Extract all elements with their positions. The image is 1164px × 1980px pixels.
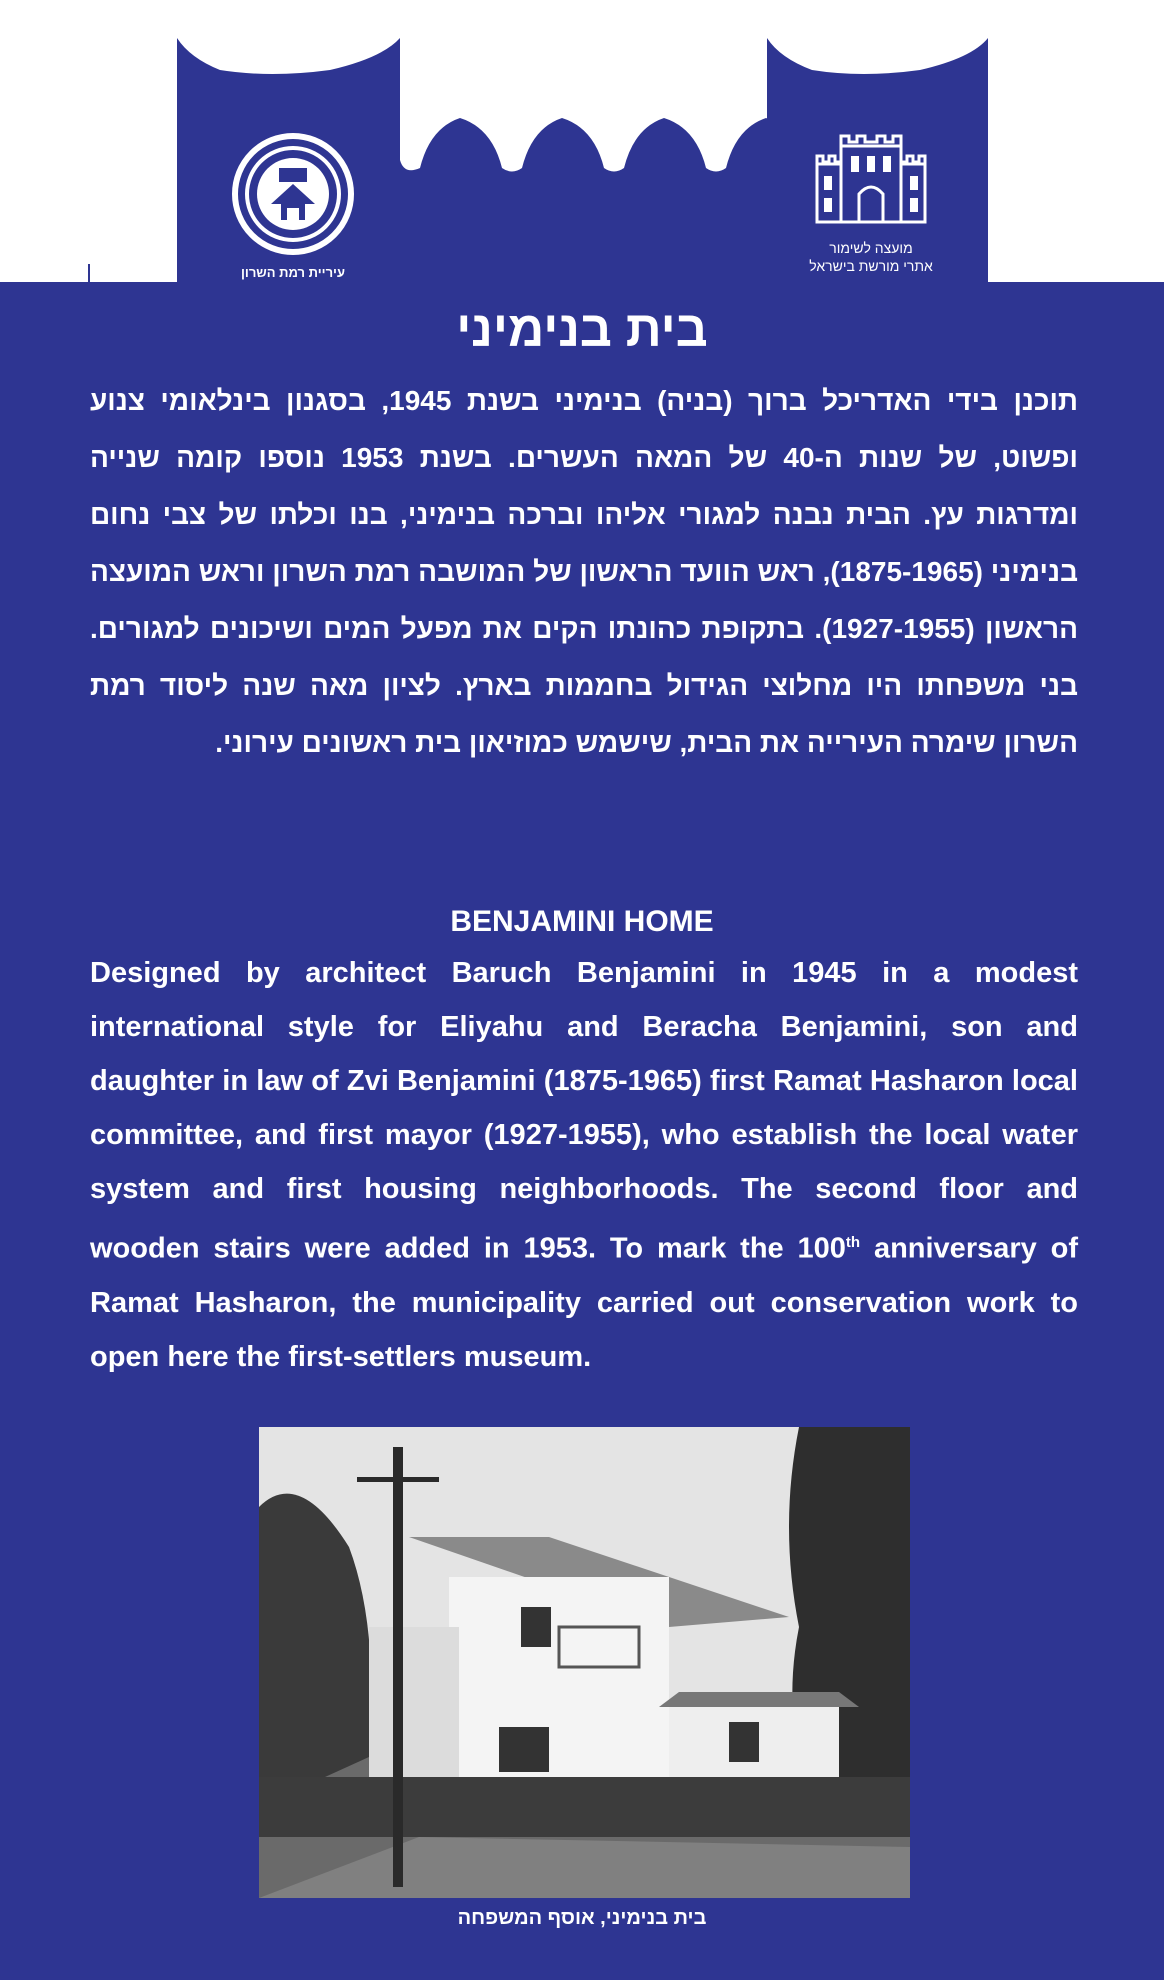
historic-house-photo: [259, 1427, 910, 1898]
heritage-council-caption: [796, 239, 946, 275]
english-body-part1: Designed by architect Baruch Benjamini in 1945 in a modest international style for Eliyahu and Beracha Benjamini, son and daughter in law of Zvi Benjamini (1875-1965) first Ramat Hasharon local committee, and first mayor (1927-1955), who establish the local water system and first housing neighborhoods. The second floor and wooden stairs were added in 1953. To mark the 100: [90, 957, 1078, 1265]
house-photo-illustration: [259, 1427, 910, 1898]
municipality-logo: [218, 132, 368, 280]
photo-caption: בית בנימיני, אוסף המשפחה: [457, 1907, 707, 1929]
crown-header-shape: [0, 0, 1164, 282]
english-body-text: [90, 946, 1078, 1384]
hebrew-title: בית בנימיני: [456, 301, 708, 357]
english-title: BENJAMINI HOME: [450, 905, 714, 938]
municipality-emblem-icon: [231, 132, 355, 256]
hebrew-body-text: תוכנן בידי האדריכל ברוך (בניה) בנימיני בשנת 1945, בסגנון בינלאומי צנוע ופשוט, של שנות ה-40 של המאה העשרים. בשנת 1953 נוספו קומה שנייה ומדרגות עץ. הבית נבנה למגורי אליהו וברכה בנימיני, בנו וכלתו של צבי נחום בנימיני (1875-1965), ראש הוועד הראשון של המושבה רמת השרון וראש המועצה הראשון (1927-1955). בתקופת כהונתו הקים את מפעל המים ושיכונים למגורים. בני משפחתו היו מחלוצי הגידול בחממות בארץ. לציון מאה שנה ליסוד רמת השרון שימרה העירייה את הבית, שישמש כמוזיאון בית ראשונים עירוני.: [90, 385, 1078, 758]
heritage-caption-line2: אתרי מורשת בישראל: [809, 258, 933, 274]
ordinal-suffix: th: [845, 1234, 861, 1251]
heritage-caption-line1: מועצה לשימור: [829, 240, 913, 256]
heritage-building-icon: [811, 130, 931, 226]
municipality-logo-caption: עיריית רמת השרון: [240, 265, 346, 280]
english-body-part2: anniversary of Ramat Hasharon, the municipality carried out conservation work to open here the first-settlers museum.: [90, 1232, 1078, 1373]
heritage-council-logo: [796, 130, 946, 275]
